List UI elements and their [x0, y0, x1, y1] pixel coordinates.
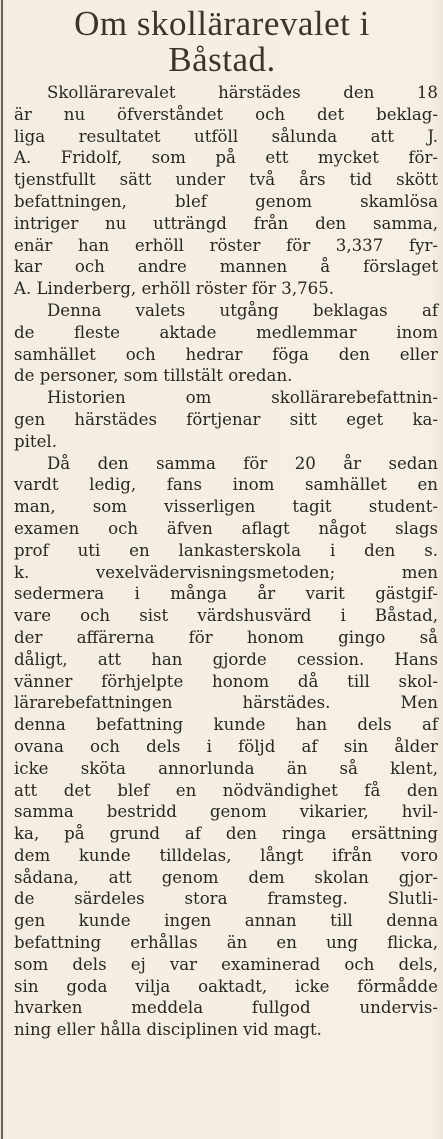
- text-line: de fleste aktade medlemmar inom: [14, 322, 438, 342]
- article-body: [14, 82, 438, 1041]
- text-line: ning eller hålla disciplinen vid magt.: [14, 1020, 322, 1040]
- text-line: A. Fridolf, som på ett mycket för-: [14, 148, 438, 168]
- text-line: samhället och hedrar föga den eller: [14, 344, 438, 364]
- text-line: hvarken meddela fullgod undervis-: [14, 998, 438, 1018]
- article-heading-line-2: Båstad.: [168, 40, 276, 79]
- text-line: icke sköta annorlunda än så klent,: [14, 758, 438, 778]
- text-line: ovana och dels i följd af sin ålder: [14, 736, 438, 756]
- text-line: pitel.: [14, 431, 57, 451]
- text-line: denna befattning kunde han dels af: [14, 715, 438, 735]
- text-line: att det blef en nödvändighet få den: [14, 780, 438, 800]
- text-line: man, som visserligen tagit student-: [14, 497, 438, 517]
- text-line: gen härstädes förtjenar sitt eget ka-: [14, 409, 438, 429]
- text-line: vardt ledig, fans inom samhället en: [14, 475, 438, 495]
- text-line: gen kunde ingen annan till denna: [14, 911, 438, 931]
- text-line: dem kunde tilldelas, långt ifrån voro: [14, 845, 438, 865]
- text-line: lärarebefattningen härstädes. Men: [14, 693, 438, 713]
- text-line: vänner förhjelpte honom då till skol-: [14, 671, 438, 691]
- text-line: prof uti en lankasterskola i den s.: [14, 540, 438, 560]
- text-line: befattningen, blef genom skamlösa: [14, 191, 438, 211]
- text-line: sedermera i många år varit gästgif-: [14, 584, 438, 604]
- text-line: ka, på grund af den ringa ersättning: [14, 824, 438, 844]
- text-line: liga resultatet utföll sålunda att J.: [14, 126, 438, 146]
- text-line: der affärerna för honom gingo så: [14, 627, 438, 647]
- text-line: befattning erhållas än en ung flicka,: [14, 933, 438, 953]
- article-heading-line-1: Om skollärarevalet i: [74, 4, 370, 43]
- text-line: Denna valets utgång beklagas af: [47, 300, 438, 320]
- text-line: intriger nu utträngd från den samma,: [14, 213, 438, 233]
- text-line: kar och andre mannen å förslaget: [14, 257, 438, 277]
- text-line: dåligt, att han gjorde cession. Hans: [14, 649, 438, 669]
- text-line: de personer, som tillstält oredan.: [14, 366, 293, 386]
- text-line: är nu öfverståndet och det beklag-: [14, 104, 438, 124]
- text-line: samma bestridd genom vikarier, hvil-: [14, 802, 438, 822]
- text-line: examen och äfven aflagt något slags: [14, 518, 438, 538]
- text-line: de särdeles stora framsteg. Slutli-: [14, 889, 438, 909]
- text-line: sådana, att genom dem skolan gjor-: [14, 867, 438, 887]
- text-line: Då den samma för 20 år sedan: [47, 453, 438, 473]
- text-line: sin goda vilja oaktadt, icke förmådde: [14, 976, 438, 996]
- text-line: Historien om skollärarebefattnin-: [47, 388, 438, 408]
- text-line: vare och sist värdshusvärd i Båstad,: [14, 606, 438, 626]
- text-line: tjenstfullt sätt under två års tid skött: [14, 170, 438, 190]
- text-line: A. Linderberg, erhöll röster för 3,765.: [14, 279, 335, 299]
- text-line: k. vexelvädervisningsmetoden; men: [14, 562, 438, 582]
- text-line: enär han erhöll röster för 3,337 fyr-: [14, 235, 438, 255]
- text-line: som dels ej var examinerad och dels,: [14, 954, 438, 974]
- text-line: Skollärarevalet härstädes den 18: [47, 83, 438, 102]
- column-rule: [1, 0, 3, 1139]
